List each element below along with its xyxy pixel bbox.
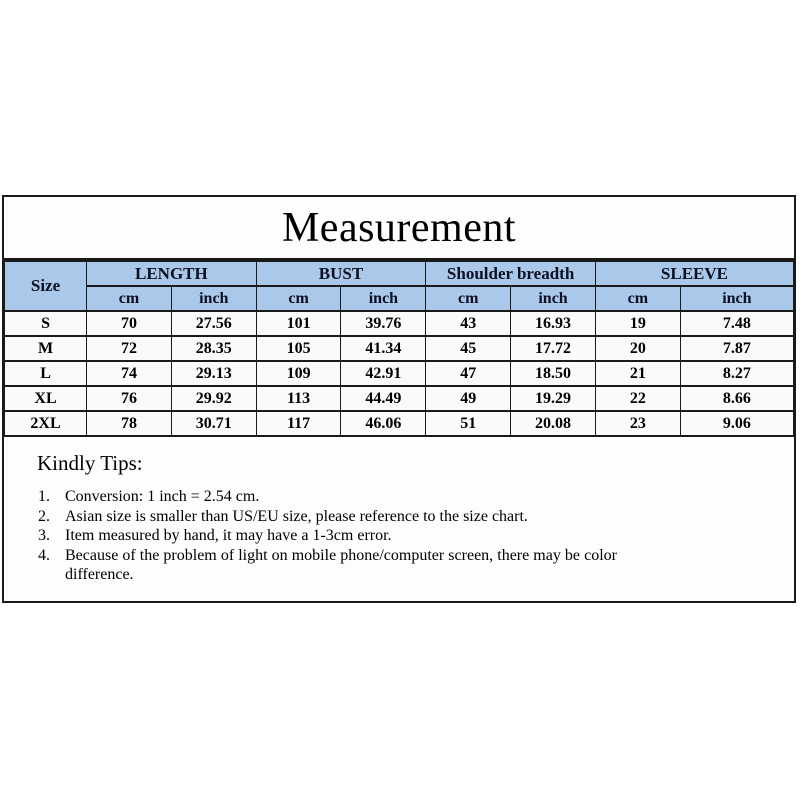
value-cell: 29.92 xyxy=(171,386,256,411)
value-cell: 22 xyxy=(595,386,680,411)
value-cell: 7.87 xyxy=(680,336,793,361)
size-cell: 2XL xyxy=(5,411,87,436)
col-header-size: Size xyxy=(5,261,87,311)
value-cell: 49 xyxy=(426,386,511,411)
group-header-row xyxy=(5,261,794,286)
value-cell: 47 xyxy=(426,361,511,386)
table-header xyxy=(5,261,794,311)
value-cell: 23 xyxy=(595,411,680,436)
value-cell: 45 xyxy=(426,336,511,361)
sheet-title: Measurement xyxy=(4,197,794,260)
value-cell: 70 xyxy=(87,311,172,336)
size-cell: S xyxy=(5,311,87,336)
tip-item: Item measured by hand, it may have a 1-3cm error. xyxy=(65,527,392,544)
value-cell: 9.06 xyxy=(680,411,793,436)
value-cell: 51 xyxy=(426,411,511,436)
tip-item: Conversion: 1 inch = 2.54 cm. xyxy=(65,488,260,505)
table-row xyxy=(5,336,794,361)
tips-heading: Kindly Tips: xyxy=(37,451,143,475)
size-chart-table xyxy=(4,260,794,437)
value-cell: 18.50 xyxy=(511,361,596,386)
value-cell: 78 xyxy=(87,411,172,436)
unit-header-row xyxy=(5,286,794,311)
value-cell: 29.13 xyxy=(171,361,256,386)
value-cell: 27.56 xyxy=(171,311,256,336)
value-cell: 8.27 xyxy=(680,361,793,386)
value-cell: 109 xyxy=(256,361,341,386)
unit-header-cm: cm xyxy=(256,286,341,311)
col-header-sleeve: SLEEVE xyxy=(595,261,793,286)
table-row xyxy=(5,311,794,336)
value-cell: 20.08 xyxy=(511,411,596,436)
table-row xyxy=(5,361,794,386)
value-cell: 7.48 xyxy=(680,311,793,336)
value-cell: 20 xyxy=(595,336,680,361)
size-cell: M xyxy=(5,336,87,361)
value-cell: 44.49 xyxy=(341,386,426,411)
unit-header-inch: inch xyxy=(680,286,793,311)
col-header-bust: BUST xyxy=(256,261,426,286)
value-cell: 19.29 xyxy=(511,386,596,411)
value-cell: 16.93 xyxy=(511,311,596,336)
value-cell: 76 xyxy=(87,386,172,411)
size-cell: L xyxy=(5,361,87,386)
value-cell: 21 xyxy=(595,361,680,386)
value-cell: 42.91 xyxy=(341,361,426,386)
table-body xyxy=(5,311,794,436)
value-cell: 19 xyxy=(595,311,680,336)
unit-header-inch: inch xyxy=(341,286,426,311)
value-cell: 46.06 xyxy=(341,411,426,436)
unit-header-inch: inch xyxy=(511,286,596,311)
measurement-sheet xyxy=(2,195,796,603)
unit-header-cm: cm xyxy=(87,286,172,311)
unit-header-cm: cm xyxy=(595,286,680,311)
value-cell: 72 xyxy=(87,336,172,361)
col-header-length: LENGTH xyxy=(87,261,257,286)
table-row xyxy=(5,411,794,436)
value-cell: 28.35 xyxy=(171,336,256,361)
value-cell: 41.34 xyxy=(341,336,426,361)
tip-item: Because of the problem of light on mobile phone/computer screen, there may be color difference. xyxy=(65,546,617,583)
unit-header-inch: inch xyxy=(171,286,256,311)
value-cell: 105 xyxy=(256,336,341,361)
value-cell: 113 xyxy=(256,386,341,411)
tips-list xyxy=(37,487,794,585)
value-cell: 30.71 xyxy=(171,411,256,436)
size-cell: XL xyxy=(5,386,87,411)
value-cell: 8.66 xyxy=(680,386,793,411)
unit-header-cm: cm xyxy=(426,286,511,311)
value-cell: 101 xyxy=(256,311,341,336)
tips-section xyxy=(4,437,794,602)
value-cell: 43 xyxy=(426,311,511,336)
value-cell: 117 xyxy=(256,411,341,436)
tip-item: Asian size is smaller than US/EU size, please reference to the size chart. xyxy=(65,507,528,525)
value-cell: 74 xyxy=(87,361,172,386)
value-cell: 17.72 xyxy=(511,336,596,361)
value-cell: 39.76 xyxy=(341,311,426,336)
table-row xyxy=(5,386,794,411)
col-header-shoulder-breadth: Shoulder breadth xyxy=(426,261,596,286)
